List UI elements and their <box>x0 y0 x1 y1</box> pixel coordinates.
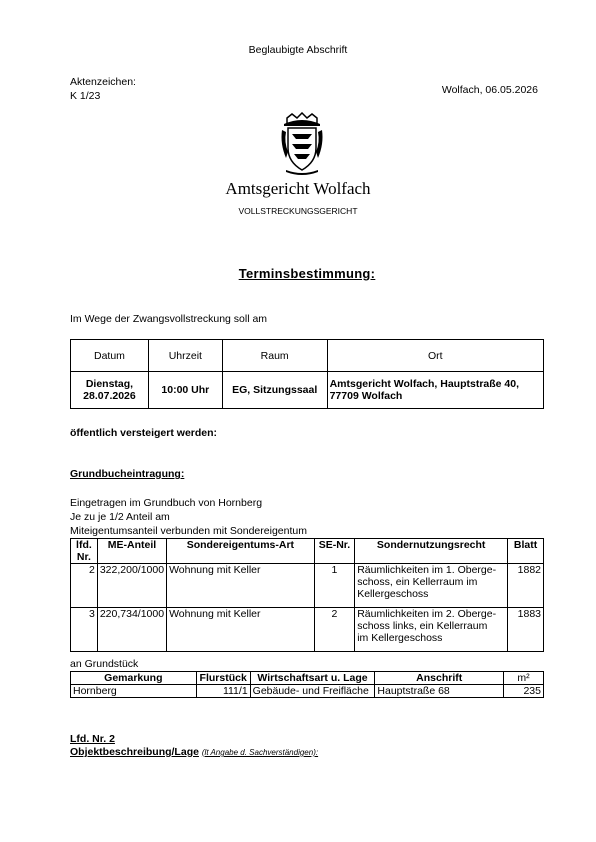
intro-text: Im Wege der Zwangsvollstreckung soll am <box>70 313 268 325</box>
auction-statement: öffentlich versteigert werden: <box>70 427 218 439</box>
snr-line: im Kellergeschoss <box>357 632 443 644</box>
row-flurstueck: 111/1 <box>196 685 250 698</box>
row-lfd: 2 <box>71 564 98 608</box>
datum-cell <box>71 372 149 409</box>
row-me-anteil: 220,734/1000 <box>97 608 166 652</box>
header-ort: Ort <box>327 340 543 372</box>
header-sondereigentums-art: Sondereigentums-Art <box>167 539 315 564</box>
header-lfd-1: lfd. <box>76 539 92 551</box>
aktenzeichen-label: Aktenzeichen: <box>70 76 136 88</box>
snr-line: Kellergeschoss <box>357 588 429 600</box>
header-blatt: Blatt <box>508 539 544 564</box>
row-gemarkung: Hornberg <box>71 685 197 698</box>
raum-cell: EG, Sitzungssaal <box>222 372 327 409</box>
header-gemarkung: Gemarkung <box>71 672 197 685</box>
page-title: Terminsbestimmung: <box>238 266 376 281</box>
document-title: Beglaubigte Abschrift <box>248 44 348 56</box>
uhrzeit-cell: 10:00 Uhr <box>148 372 222 409</box>
units-table <box>70 538 544 652</box>
plot-header-row <box>71 672 544 685</box>
header-lfd <box>71 539 98 564</box>
row-sondernutzungsrecht <box>355 564 508 608</box>
header-datum: Datum <box>71 340 149 372</box>
datum-date: 28.07.2026 <box>83 390 136 402</box>
row-lfd: 3 <box>71 608 98 652</box>
objekt-heading: Objektbeschreibung/Lage <box>70 746 199 758</box>
table-row <box>71 608 544 652</box>
termin-table <box>70 339 544 409</box>
snr-line: schoss, ein Kellerraum im <box>357 576 478 588</box>
header-se-nr: SE-Nr. <box>314 539 355 564</box>
row-art: Wohnung mit Keller <box>167 608 315 652</box>
header-me-anteil: ME-Anteil <box>97 539 166 564</box>
grundbuch-line-1: Eingetragen im Grundbuch von Hornberg <box>70 497 263 509</box>
row-sondernutzungsrecht <box>355 608 508 652</box>
ort-line-1: Amtsgericht Wolfach, Hauptstraße 40, <box>329 378 520 390</box>
header-uhrzeit: Uhrzeit <box>148 340 222 372</box>
place-date: Wolfach, 06.05.2026 <box>441 84 538 96</box>
row-anschrift: Hauptstraße 68 <box>375 685 504 698</box>
header-sondernutzungsrecht: Sondernutzungsrecht <box>355 539 508 564</box>
grundstueck-label: an Grundstück <box>70 658 139 670</box>
court-name: Amtsgericht Wolfach <box>225 179 371 198</box>
snr-line: Räumlichkeiten im 1. Oberge- <box>357 564 497 576</box>
lfd-heading: Lfd. Nr. 2 <box>70 733 115 745</box>
header-raum: Raum <box>222 340 327 372</box>
objekt-heading-line <box>70 746 318 758</box>
row-se-nr: 1 <box>314 564 355 608</box>
grundbuch-line-3: Miteigentumsanteil verbunden mit Sondereigentum <box>70 525 307 537</box>
row-wirtschaftsart: Gebäude- und Freifläche <box>250 685 375 698</box>
header-lfd-2: Nr. <box>76 551 91 563</box>
grundbuch-heading: Grundbucheintragung: <box>70 468 185 480</box>
objekt-note: (lt Angabe d. Sachverständigen): <box>201 748 319 757</box>
row-flaeche: 235 <box>504 685 544 698</box>
snr-line: Räumlichkeiten im 2. Oberge- <box>357 608 497 620</box>
ort-line-2: 77709 Wolfach <box>329 390 403 402</box>
header-flurstueck: Flurstück <box>196 672 250 685</box>
row-se-nr: 2 <box>314 608 355 652</box>
header-anschrift: Anschrift <box>375 672 504 685</box>
ort-cell <box>327 372 543 409</box>
plot-table <box>70 671 544 698</box>
table-row <box>71 564 544 608</box>
datum-weekday: Dienstag, <box>85 378 134 390</box>
row-me-anteil: 322,200/1000 <box>97 564 166 608</box>
units-header-row <box>71 539 544 564</box>
header-wirtschaftsart: Wirtschaftsart u. Lage <box>250 672 375 685</box>
row-art: Wohnung mit Keller <box>167 564 315 608</box>
aktenzeichen-value: K 1/23 <box>70 90 101 102</box>
table-row <box>71 685 544 698</box>
court-division: VOLLSTRECKUNGSGERICHT <box>238 206 358 216</box>
row-blatt: 1882 <box>508 564 544 608</box>
header-flaeche: m² <box>504 672 544 685</box>
coat-of-arms-icon <box>278 112 326 176</box>
row-blatt: 1883 <box>508 608 544 652</box>
snr-line: schoss links, ein Kellerraum <box>357 620 488 632</box>
grundbuch-line-2: Je zu je 1/2 Anteil am <box>70 511 170 523</box>
